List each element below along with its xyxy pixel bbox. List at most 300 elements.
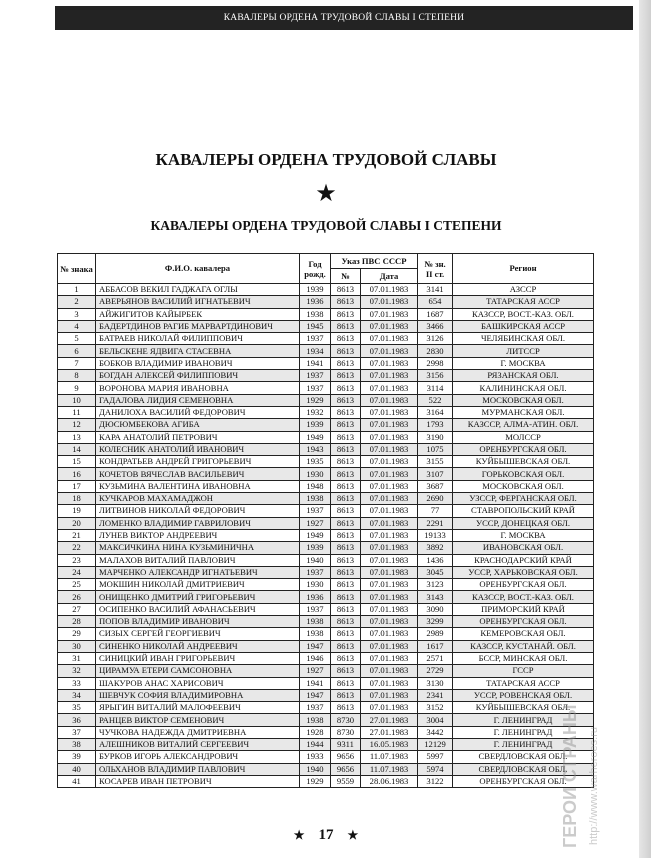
cell-decree-date: 07.01.1983: [361, 505, 418, 517]
cell-year: 1949: [300, 431, 331, 443]
cell-name: ЛОМЕНКО ВЛАДИМИР ГАВРИЛОВИЧ: [96, 517, 300, 529]
cell-decree-num: 8730: [331, 726, 361, 738]
table-row: [58, 468, 594, 480]
table-row: [58, 591, 594, 603]
cell-decree-num: 8613: [331, 702, 361, 714]
cell-region: МОЛССР: [453, 431, 594, 443]
cell-region: КАЗССР, ВОСТ.-КАЗ. ОБЛ.: [453, 308, 594, 320]
cell-decree-num: 8613: [331, 603, 361, 615]
page-number: 17: [318, 827, 334, 843]
table-body: [58, 284, 594, 788]
cell-decree-date: 07.01.1983: [361, 370, 418, 382]
cell-decree-num: 8613: [331, 480, 361, 492]
cell-region: КАЗССР, АЛМА-АТИН. ОБЛ.: [453, 419, 594, 431]
cell-decree-num: 8613: [331, 652, 361, 664]
cell-badge: 1436: [418, 554, 453, 566]
cell-name: ПОПОВ ВЛАДИМИР ИВАНОВИЧ: [96, 616, 300, 628]
cell-year: 1938: [300, 616, 331, 628]
cell-num: 40: [58, 763, 96, 775]
col-header-region: Регион: [453, 254, 594, 284]
cell-badge: 2291: [418, 517, 453, 529]
cell-year: 1949: [300, 529, 331, 541]
cell-year: 1937: [300, 566, 331, 578]
cell-badge: 3123: [418, 579, 453, 591]
table-row: [58, 542, 594, 554]
cell-num: 12: [58, 419, 96, 431]
table-row: [58, 406, 594, 418]
cell-year: 1927: [300, 665, 331, 677]
cell-name: КАРА АНАТОЛИЙ ПЕТРОВИЧ: [96, 431, 300, 443]
table-row: [58, 357, 594, 369]
cell-decree-date: 07.01.1983: [361, 406, 418, 418]
cell-badge: 3045: [418, 566, 453, 578]
cell-badge: 3114: [418, 382, 453, 394]
cell-decree-date: 07.01.1983: [361, 357, 418, 369]
cell-region: КУЙБЫШЕВСКАЯ ОБЛ.: [453, 702, 594, 714]
cell-num: 29: [58, 628, 96, 640]
cell-name: ЛУНЕВ ВИКТОР АНДРЕЕВИЧ: [96, 529, 300, 541]
cell-decree-num: 8613: [331, 517, 361, 529]
section-title: КАВАЛЕРЫ ОРДЕНА ТРУДОВОЙ СЛАВЫ I СТЕПЕНИ: [150, 218, 502, 233]
cell-decree-num: 8613: [331, 579, 361, 591]
table-row: [58, 738, 594, 750]
cell-badge: 3442: [418, 726, 453, 738]
table-row: [58, 320, 594, 332]
cell-region: КЕМЕРОВСКАЯ ОБЛ.: [453, 628, 594, 640]
cell-badge: 1793: [418, 419, 453, 431]
cell-name: БАТРАЕВ НИКОЛАЙ ФИЛИППОВИЧ: [96, 333, 300, 345]
cell-decree-date: 11.07.1983: [361, 751, 418, 763]
cell-region: МОСКОВСКАЯ ОБЛ.: [453, 480, 594, 492]
cell-name: ЧУЧКОВА НАДЕЖДА ДМИТРИЕВНА: [96, 726, 300, 738]
cell-name: ОЛЬХАНОВ ВЛАДИМИР ПАВЛОВИЧ: [96, 763, 300, 775]
cell-year: 1943: [300, 443, 331, 455]
cell-decree-num: 8613: [331, 640, 361, 652]
cell-region: СВЕРДЛОВСКАЯ ОБЛ.: [453, 763, 594, 775]
table-row: [58, 603, 594, 615]
cell-name: ГАДАЛОВА ЛИДИЯ СЕМЕНОВНА: [96, 394, 300, 406]
cell-decree-date: 07.01.1983: [361, 296, 418, 308]
cell-name: ДЮСЮМБЕКОВА АГИБА: [96, 419, 300, 431]
cell-decree-num: 8613: [331, 406, 361, 418]
cell-year: 1940: [300, 554, 331, 566]
cell-decree-date: 07.01.1983: [361, 284, 418, 296]
cell-region: ОРЕНБУРГСКАЯ ОБЛ.: [453, 443, 594, 455]
cell-region: УССР, ДОНЕЦКАЯ ОБЛ.: [453, 517, 594, 529]
cell-decree-num: 8613: [331, 677, 361, 689]
cell-num: 31: [58, 652, 96, 664]
cell-name: КУЗЬМИНА ВАЛЕНТИНА ИВАНОВНА: [96, 480, 300, 492]
cell-year: 1930: [300, 468, 331, 480]
cell-num: 18: [58, 493, 96, 505]
cell-decree-num: 8613: [331, 493, 361, 505]
cell-name: ОСИПЕНКО ВАСИЛИЙ АФАНАСЬЕВИЧ: [96, 603, 300, 615]
cell-name: КОЧЕТОВ ВЯЧЕСЛАВ ВАСИЛЬЕВИЧ: [96, 468, 300, 480]
cell-decree-date: 07.01.1983: [361, 382, 418, 394]
cell-decree-date: 27.01.1983: [361, 714, 418, 726]
table-row: [58, 677, 594, 689]
cell-decree-date: 28.06.1983: [361, 775, 418, 787]
table-row: [58, 775, 594, 787]
cell-num: 6: [58, 345, 96, 357]
cell-num: 21: [58, 529, 96, 541]
cell-badge: 2571: [418, 652, 453, 664]
cell-decree-num: 8613: [331, 320, 361, 332]
cell-decree-date: 07.01.1983: [361, 591, 418, 603]
cell-name: МАКСИЧКИНА НИНА КУЗЬМИНИЧНА: [96, 542, 300, 554]
cell-decree-num: 9656: [331, 763, 361, 775]
cell-decree-date: 07.01.1983: [361, 468, 418, 480]
cell-badge: 2729: [418, 665, 453, 677]
cell-badge: 2830: [418, 345, 453, 357]
cell-region: Г. ЛЕНИНГРАД: [453, 738, 594, 750]
cell-region: ОРЕНБУРГСКАЯ ОБЛ.: [453, 775, 594, 787]
cell-name: ЯРЫГИН ВИТАЛИЙ МАЛОФЕЕВИЧ: [96, 702, 300, 714]
cell-decree-date: 07.01.1983: [361, 579, 418, 591]
cell-decree-date: 07.01.1983: [361, 529, 418, 541]
cell-year: 1929: [300, 394, 331, 406]
cell-badge: 3107: [418, 468, 453, 480]
cell-region: ГССР: [453, 665, 594, 677]
cell-region: УЗССР, ФЕРГАНСКАЯ ОБЛ.: [453, 493, 594, 505]
cell-num: 33: [58, 677, 96, 689]
cell-decree-num: 8613: [331, 616, 361, 628]
table-row: [58, 616, 594, 628]
cell-decree-date: 11.07.1983: [361, 763, 418, 775]
cell-decree-date: 07.01.1983: [361, 345, 418, 357]
cell-num: 16: [58, 468, 96, 480]
cell-badge: 3141: [418, 284, 453, 296]
table-row: [58, 517, 594, 529]
recipients-table: [57, 253, 594, 788]
cell-region: ОРЕНБУРГСКАЯ ОБЛ.: [453, 616, 594, 628]
cell-name: РАНЦЕВ ВИКТОР СЕМЕНОВИЧ: [96, 714, 300, 726]
cell-decree-date: 07.01.1983: [361, 628, 418, 640]
cell-decree-date: 07.01.1983: [361, 677, 418, 689]
table-row: [58, 554, 594, 566]
cell-region: ОРЕНБУРГСКАЯ ОБЛ.: [453, 579, 594, 591]
cell-decree-date: 07.01.1983: [361, 554, 418, 566]
cell-decree-num: 9656: [331, 751, 361, 763]
cell-decree-date: 07.01.1983: [361, 456, 418, 468]
cell-decree-num: 8613: [331, 529, 361, 541]
cell-num: 8: [58, 370, 96, 382]
cell-num: 13: [58, 431, 96, 443]
cell-num: 39: [58, 751, 96, 763]
cell-name: БОБКОВ ВЛАДИМИР ИВАНОВИЧ: [96, 357, 300, 369]
cell-badge: 3190: [418, 431, 453, 443]
cell-num: 26: [58, 591, 96, 603]
cell-decree-date: 07.01.1983: [361, 394, 418, 406]
cell-year: 1934: [300, 345, 331, 357]
cell-region: КАЗССР, ВОСТ.-КАЗ. ОБЛ.: [453, 591, 594, 603]
table-row: [58, 726, 594, 738]
cell-name: БУРКОВ ИГОРЬ АЛЕКСАНДРОВИЧ: [96, 751, 300, 763]
cell-name: ШЕВЧУК СОФИЯ ВЛАДИМИРОВНА: [96, 689, 300, 701]
cell-decree-num: 8613: [331, 591, 361, 603]
cell-year: 1939: [300, 284, 331, 296]
table-row: [58, 640, 594, 652]
cell-badge: 12129: [418, 738, 453, 750]
cell-decree-date: 07.01.1983: [361, 443, 418, 455]
cell-year: 1938: [300, 714, 331, 726]
cell-num: 19: [58, 505, 96, 517]
cell-num: 22: [58, 542, 96, 554]
cell-year: 1930: [300, 579, 331, 591]
cell-year: 1937: [300, 603, 331, 615]
table-row: [58, 689, 594, 701]
cell-badge: 5974: [418, 763, 453, 775]
cell-decree-date: 07.01.1983: [361, 603, 418, 615]
cell-decree-num: 8613: [331, 505, 361, 517]
cell-decree-num: 8613: [331, 628, 361, 640]
cell-name: КОСАРЕВ ИВАН ПЕТРОВИЧ: [96, 775, 300, 787]
cell-name: ОНИЩЕНКО ДМИТРИЙ ГРИГОРЬЕВИЧ: [96, 591, 300, 603]
cell-year: 1947: [300, 640, 331, 652]
cell-num: 15: [58, 456, 96, 468]
cell-num: 27: [58, 603, 96, 615]
cell-year: 1938: [300, 628, 331, 640]
cell-name: КОЛЕСНИК АНАТОЛИЙ ИВАНОВИЧ: [96, 443, 300, 455]
cell-region: БАШКИРСКАЯ АССР: [453, 320, 594, 332]
table-row: [58, 456, 594, 468]
table-row: [58, 370, 594, 382]
table-row: [58, 628, 594, 640]
cell-decree-num: 8613: [331, 443, 361, 455]
cell-decree-num: 8613: [331, 308, 361, 320]
table-row: [58, 566, 594, 578]
cell-year: 1933: [300, 751, 331, 763]
table-row: [58, 714, 594, 726]
cell-region: ЧЕЛЯБИНСКАЯ ОБЛ.: [453, 333, 594, 345]
cell-decree-num: 8613: [331, 431, 361, 443]
cell-decree-num: 9311: [331, 738, 361, 750]
cell-num: 35: [58, 702, 96, 714]
table-row: [58, 652, 594, 664]
cell-name: МОКШИН НИКОЛАЙ ДМИТРИЕВИЧ: [96, 579, 300, 591]
cell-num: 3: [58, 308, 96, 320]
cell-decree-num: 8613: [331, 542, 361, 554]
table-row: [58, 419, 594, 431]
cell-region: УССР, ХАРЬКОВСКАЯ ОБЛ.: [453, 566, 594, 578]
cell-decree-date: 16.05.1983: [361, 738, 418, 750]
table-row: [58, 493, 594, 505]
table-row: [58, 579, 594, 591]
cell-decree-num: 9559: [331, 775, 361, 787]
cell-region: КАЗССР, КУСТАНАЙ. ОБЛ.: [453, 640, 594, 652]
cell-year: 1937: [300, 382, 331, 394]
cell-num: 25: [58, 579, 96, 591]
cell-decree-date: 07.01.1983: [361, 542, 418, 554]
cell-badge: 3130: [418, 677, 453, 689]
cell-region: МУРМАНСКАЯ ОБЛ.: [453, 406, 594, 418]
cell-name: БЕЛЬСКЕНЕ ЯДВИГА СТАСЕВНА: [96, 345, 300, 357]
cell-decree-num: 8613: [331, 689, 361, 701]
cell-region: Г. МОСКВА: [453, 357, 594, 369]
cell-decree-date: 07.01.1983: [361, 419, 418, 431]
cell-region: БССР, МИНСКАЯ ОБЛ.: [453, 652, 594, 664]
cell-year: 1944: [300, 738, 331, 750]
cell-region: ПРИМОРСКИЙ КРАЙ: [453, 603, 594, 615]
cell-num: 2: [58, 296, 96, 308]
cell-decree-date: 07.01.1983: [361, 308, 418, 320]
cell-region: СТАВРОПОЛЬСКИЙ КРАЙ: [453, 505, 594, 517]
cell-name: АВЕРЬЯНОВ ВАСИЛИЙ ИГНАТЬЕВИЧ: [96, 296, 300, 308]
star-icon: ★: [347, 828, 359, 842]
table-row: [58, 751, 594, 763]
table-row: [58, 480, 594, 492]
cell-name: АЙЖИГИТОВ КАЙЫРБЕК: [96, 308, 300, 320]
cell-badge: 2989: [418, 628, 453, 640]
cell-year: 1939: [300, 542, 331, 554]
cell-name: ШАКУРОВ АНАС ХАРИСОВИЧ: [96, 677, 300, 689]
cell-decree-num: 8613: [331, 394, 361, 406]
cell-year: 1928: [300, 726, 331, 738]
cell-num: 11: [58, 406, 96, 418]
cell-badge: 3143: [418, 591, 453, 603]
cell-name: ЦИРАМУА ЕТЕРИ САМСОНОВНА: [96, 665, 300, 677]
running-header: [55, 6, 633, 30]
cell-year: 1947: [300, 689, 331, 701]
cell-name: БОГДАН АЛЕКСЕЙ ФИЛИППОВИЧ: [96, 370, 300, 382]
cell-name: ВОРОНОВА МАРИЯ ИВАНОВНА: [96, 382, 300, 394]
cell-badge: 3299: [418, 616, 453, 628]
cell-num: 14: [58, 443, 96, 455]
page-title: КАВАЛЕРЫ ОРДЕНА ТРУДОВОЙ СЛАВЫ: [155, 150, 497, 169]
star-icon: ★: [293, 828, 305, 842]
cell-decree-date: 07.01.1983: [361, 566, 418, 578]
col-header-year: Год рожд.: [300, 254, 331, 284]
cell-num: 5: [58, 333, 96, 345]
cell-badge: 3466: [418, 320, 453, 332]
cell-region: Г. ЛЕНИНГРАД: [453, 726, 594, 738]
cell-year: 1938: [300, 308, 331, 320]
cell-badge: 1075: [418, 443, 453, 455]
cell-decree-num: 8613: [331, 284, 361, 296]
cell-name: ЛИТВИНОВ НИКОЛАЙ ФЕДОРОВИЧ: [96, 505, 300, 517]
cell-year: 1946: [300, 652, 331, 664]
cell-decree-date: 07.01.1983: [361, 689, 418, 701]
cell-badge: 3164: [418, 406, 453, 418]
cell-decree-num: 8613: [331, 333, 361, 345]
cell-badge: 5997: [418, 751, 453, 763]
cell-decree-date: 07.01.1983: [361, 320, 418, 332]
cell-name: СИНЕНКО НИКОЛАЙ АНДРЕЕВИЧ: [96, 640, 300, 652]
cell-decree-date: 07.01.1983: [361, 480, 418, 492]
cell-decree-num: 8613: [331, 296, 361, 308]
table-row: [58, 763, 594, 775]
cell-region: Г. ЛЕНИНГРАД: [453, 714, 594, 726]
cell-badge: 3155: [418, 456, 453, 468]
cell-region: ТАТАРСКАЯ АССР: [453, 296, 594, 308]
cell-year: 1927: [300, 517, 331, 529]
cell-decree-date: 07.01.1983: [361, 640, 418, 652]
col-header-decree-num: №: [331, 269, 361, 284]
cell-region: КУЙБЫШЕВСКАЯ ОБЛ.: [453, 456, 594, 468]
cell-badge: 3126: [418, 333, 453, 345]
cell-name: КУЧКАРОВ МАХАМАДЖОН: [96, 493, 300, 505]
cell-year: 1937: [300, 505, 331, 517]
cell-num: 1: [58, 284, 96, 296]
col-header-decree-date: Дата: [361, 269, 418, 284]
cell-year: 1941: [300, 677, 331, 689]
cell-decree-date: 07.01.1983: [361, 652, 418, 664]
cell-decree-num: 8613: [331, 665, 361, 677]
cell-decree-num: 8613: [331, 345, 361, 357]
cell-badge: 2998: [418, 357, 453, 369]
cell-num: 23: [58, 554, 96, 566]
table-row: [58, 702, 594, 714]
table-row: [58, 665, 594, 677]
cell-badge: 3156: [418, 370, 453, 382]
cell-badge: 3090: [418, 603, 453, 615]
cell-decree-num: 8613: [331, 456, 361, 468]
cell-name: АББАСОВ ВЕКИЛ ГАДЖАГА ОГЛЫ: [96, 284, 300, 296]
cell-badge: 522: [418, 394, 453, 406]
cell-badge: 3004: [418, 714, 453, 726]
cell-region: ТАТАРСКАЯ АССР: [453, 677, 594, 689]
table-row: [58, 394, 594, 406]
cell-decree-num: 8613: [331, 554, 361, 566]
cell-decree-date: 27.01.1983: [361, 726, 418, 738]
cell-name: КОНДРАТЬЕВ АНДРЕЙ ГРИГОРЬЕВИЧ: [96, 456, 300, 468]
cell-num: 38: [58, 738, 96, 750]
cell-name: ДАНИЛОХА ВАСИЛИЙ ФЕДОРОВИЧ: [96, 406, 300, 418]
cell-decree-date: 07.01.1983: [361, 616, 418, 628]
page-footer: [55, 827, 597, 844]
cell-decree-date: 07.01.1983: [361, 665, 418, 677]
cell-name: АЛЕШНИКОВ ВИТАЛИЙ СЕРГЕЕВИЧ: [96, 738, 300, 750]
cell-region: АЗССР: [453, 284, 594, 296]
col-header-name: Ф.И.О. кавалера: [96, 254, 300, 284]
cell-num: 9: [58, 382, 96, 394]
table-row: [58, 505, 594, 517]
cell-decree-date: 07.01.1983: [361, 333, 418, 345]
cell-decree-num: 8613: [331, 370, 361, 382]
cell-num: 36: [58, 714, 96, 726]
page-edge-shadow: [639, 0, 651, 858]
table-row: [58, 529, 594, 541]
cell-decree-date: 07.01.1983: [361, 702, 418, 714]
cell-year: 1941: [300, 357, 331, 369]
cell-year: 1932: [300, 406, 331, 418]
table-row: [58, 443, 594, 455]
cell-badge: 654: [418, 296, 453, 308]
cell-year: 1945: [300, 320, 331, 332]
cell-region: КРАСНОДАРСКИЙ КРАЙ: [453, 554, 594, 566]
table-row: [58, 431, 594, 443]
cell-region: ЛИТССР: [453, 345, 594, 357]
cell-num: 7: [58, 357, 96, 369]
cell-num: 30: [58, 640, 96, 652]
cell-region: ГОРЬКОВСКАЯ ОБЛ.: [453, 468, 594, 480]
table-row: [58, 382, 594, 394]
cell-year: 1937: [300, 333, 331, 345]
cell-year: 1936: [300, 591, 331, 603]
cell-year: 1929: [300, 775, 331, 787]
cell-name: СИНИЦКИЙ ИВАН ГРИГОРЬЕВИЧ: [96, 652, 300, 664]
cell-badge: 77: [418, 505, 453, 517]
cell-badge: 3152: [418, 702, 453, 714]
cell-name: БАДЕРТДИНОВ РАГИБ МАРВАРТДИНОВИЧ: [96, 320, 300, 332]
cell-num: 17: [58, 480, 96, 492]
cell-region: Г. МОСКВА: [453, 529, 594, 541]
cell-year: 1937: [300, 702, 331, 714]
watermark-url: http://www.warheroes.ru: [588, 727, 600, 845]
cell-year: 1936: [300, 296, 331, 308]
cell-badge: 1687: [418, 308, 453, 320]
cell-decree-num: 8613: [331, 357, 361, 369]
